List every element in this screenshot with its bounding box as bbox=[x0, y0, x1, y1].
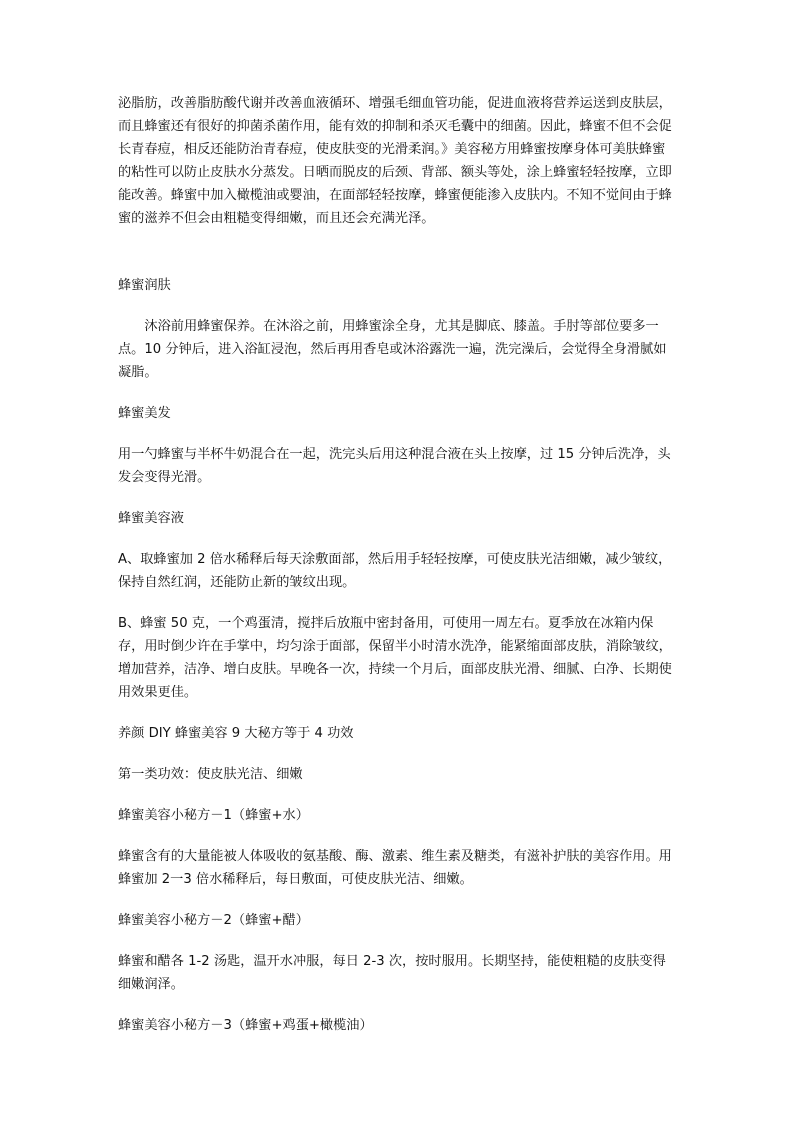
section-heading-beauty-liquid: 蜂蜜美容液 bbox=[118, 511, 184, 526]
section-heading-skin: 蜂蜜润肤 bbox=[118, 278, 171, 293]
subheading-category-one: 第一类功效：使皮肤光洁、细嫩 bbox=[118, 767, 303, 782]
recipe-heading-1: 蜂蜜美容小秘方－1（蜂蜜+水） bbox=[118, 808, 309, 823]
intro-paragraph: 泌脂肪，改善脂肪酸代谢并改善血液循环、增强毛细血管功能，促进血液将营养运送到皮肤层，而且蜂蜜还有很好的抑菌杀菌作用，能有效的抑制和杀灭毛囊中的细菌。因此，蜂蜜不但不会促长青春痘，相反还能防治青春痘，使皮肤变的光滑柔润。》美容秘方用蜂蜜按摩身体可美肤蜂蜜的粘性可以防止皮肤水分蒸发。日晒而脱皮的后颈、背部、额头等处，涂上蜂蜜轻轻按摩，立即能改善。蜂蜜中加入橄榄油或婴油，在面部轻轻按摩，蜂蜜便能渗入皮肤内。不知不觉间由于蜂蜜的滋养不但会由粗糙变得细嫩，而且还会充满光泽。 bbox=[118, 96, 672, 226]
paragraph-bath-care: 沐浴前用蜂蜜保养。在沐浴之前，用蜂蜜涂全身，尤其是脚底、膝盖。手肘等部位要多一点。10 分钟后，进入浴缸浸泡，然后再用香皂或沐浴露洗一遍，洗完澡后，会觉得全身滑腻如凝脂。 bbox=[118, 319, 667, 380]
recipe-body-1: 蜂蜜含有的大量能被人体吸收的氨基酸、酶、激素、维生素及糖类，有滋补护肤的美容作用。用蜂蜜加 2一3 倍水稀释后，每日敷面，可使皮肤光洁、细嫩。 bbox=[118, 849, 672, 887]
paragraph-method-a: A、取蜂蜜加 2 倍水稀释后每天涂敷面部，然后用手轻轻按摩，可使皮肤光洁细嫩，减少皱纹，保持自然红润，还能防止新的皱纹出现。 bbox=[118, 552, 672, 590]
paragraph-method-b: B、蜂蜜 50 克，一个鸡蛋清，搅拌后放瓶中密封备用，可使用一周左右。夏季放在冰箱内保存，用时倒少许在手掌中，均匀涂于面部，保留半小时清水洗净，能紧缩面部皮肤，消除皱纹，增加营养，洁净、增白皮肤。早晚各一次，持续一个月后，面部皮肤光滑、细腻、白净、长期使用效果更佳。 bbox=[118, 616, 672, 700]
recipe-heading-2: 蜂蜜美容小秘方－2（蜂蜜+醋） bbox=[118, 913, 309, 928]
section-heading-hair: 蜂蜜美发 bbox=[118, 406, 171, 421]
section-heading-diy: 养颜 DIY 蜂蜜美容 9 大秘方等于 4 功效 bbox=[118, 726, 354, 741]
recipe-body-2: 蜂蜜和醋各 1-2 汤匙，温开水冲服，每日 2-3 次，按时服用。长期坚持，能使粗糙的皮肤变得细嫩润泽。 bbox=[118, 954, 666, 992]
recipe-heading-3: 蜂蜜美容小秘方－3（蜂蜜+鸡蛋+橄榄油） bbox=[118, 1018, 373, 1033]
paragraph-hair-care: 用一勺蜂蜜与半杯牛奶混合在一起，洗完头后用这种混合液在头上按摩，过 15 分钟后洗净，头发会变得光滑。 bbox=[118, 447, 671, 485]
